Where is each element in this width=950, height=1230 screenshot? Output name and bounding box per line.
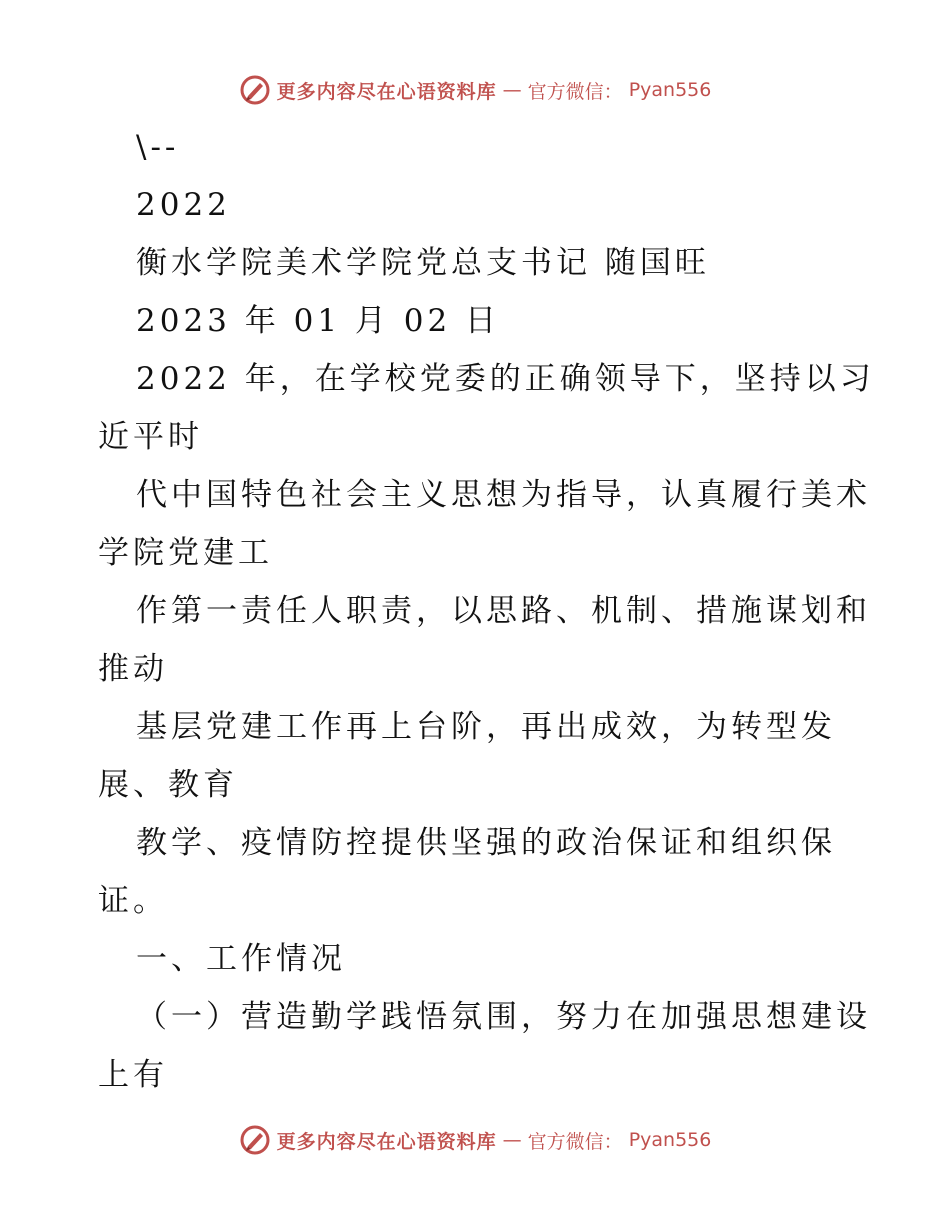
watermark-account: Pyan556	[628, 1129, 712, 1151]
doc-line: 证。	[98, 883, 168, 919]
footer-watermark	[0, 1120, 950, 1160]
doc-line: 代中国特色社会主义思想为指导，认真履行美术	[136, 477, 871, 513]
document-body	[98, 118, 875, 1104]
pen-logo-icon	[239, 1124, 271, 1156]
doc-line: 衡水学院美术学院党总支书记 随国旺	[136, 245, 710, 281]
doc-line: 展、教育	[98, 767, 238, 803]
subsection-heading: （一）营造勤学践悟氛围，努力在加强思想建设	[136, 999, 871, 1035]
watermark-official: 官方微信：	[527, 1130, 623, 1153]
watermark-brand: 更多内容尽在心语资料库	[276, 80, 497, 103]
doc-line: 作第一责任人职责，以思路、机制、措施谋划和	[136, 593, 871, 629]
section-heading: 一、工作情况	[136, 941, 346, 977]
watermark-separator: —	[502, 1129, 522, 1151]
doc-line: \--	[136, 129, 180, 165]
watermark-brand: 更多内容尽在心语资料库	[276, 1130, 497, 1153]
watermark-official: 官方微信：	[527, 80, 623, 103]
watermark-account: Pyan556	[628, 79, 712, 101]
doc-date: 2023 年 01 月 02 日	[136, 303, 501, 339]
header-watermark	[0, 70, 950, 110]
doc-line: 近平时	[98, 419, 203, 455]
doc-line: 学院党建工	[98, 535, 273, 571]
doc-line: 2022	[136, 187, 231, 223]
doc-line: 基层党建工作再上台阶，再出成效，为转型发	[136, 709, 836, 745]
watermark-separator: —	[502, 79, 522, 101]
doc-line: 推动	[98, 651, 168, 687]
doc-line: 教学、疫情防控提供坚强的政治保证和组织保	[136, 825, 836, 861]
doc-line: 2022 年，在学校党委的正确领导下，坚持以习	[136, 361, 875, 397]
pen-logo-icon	[239, 74, 271, 106]
doc-line: 上有	[98, 1057, 168, 1093]
